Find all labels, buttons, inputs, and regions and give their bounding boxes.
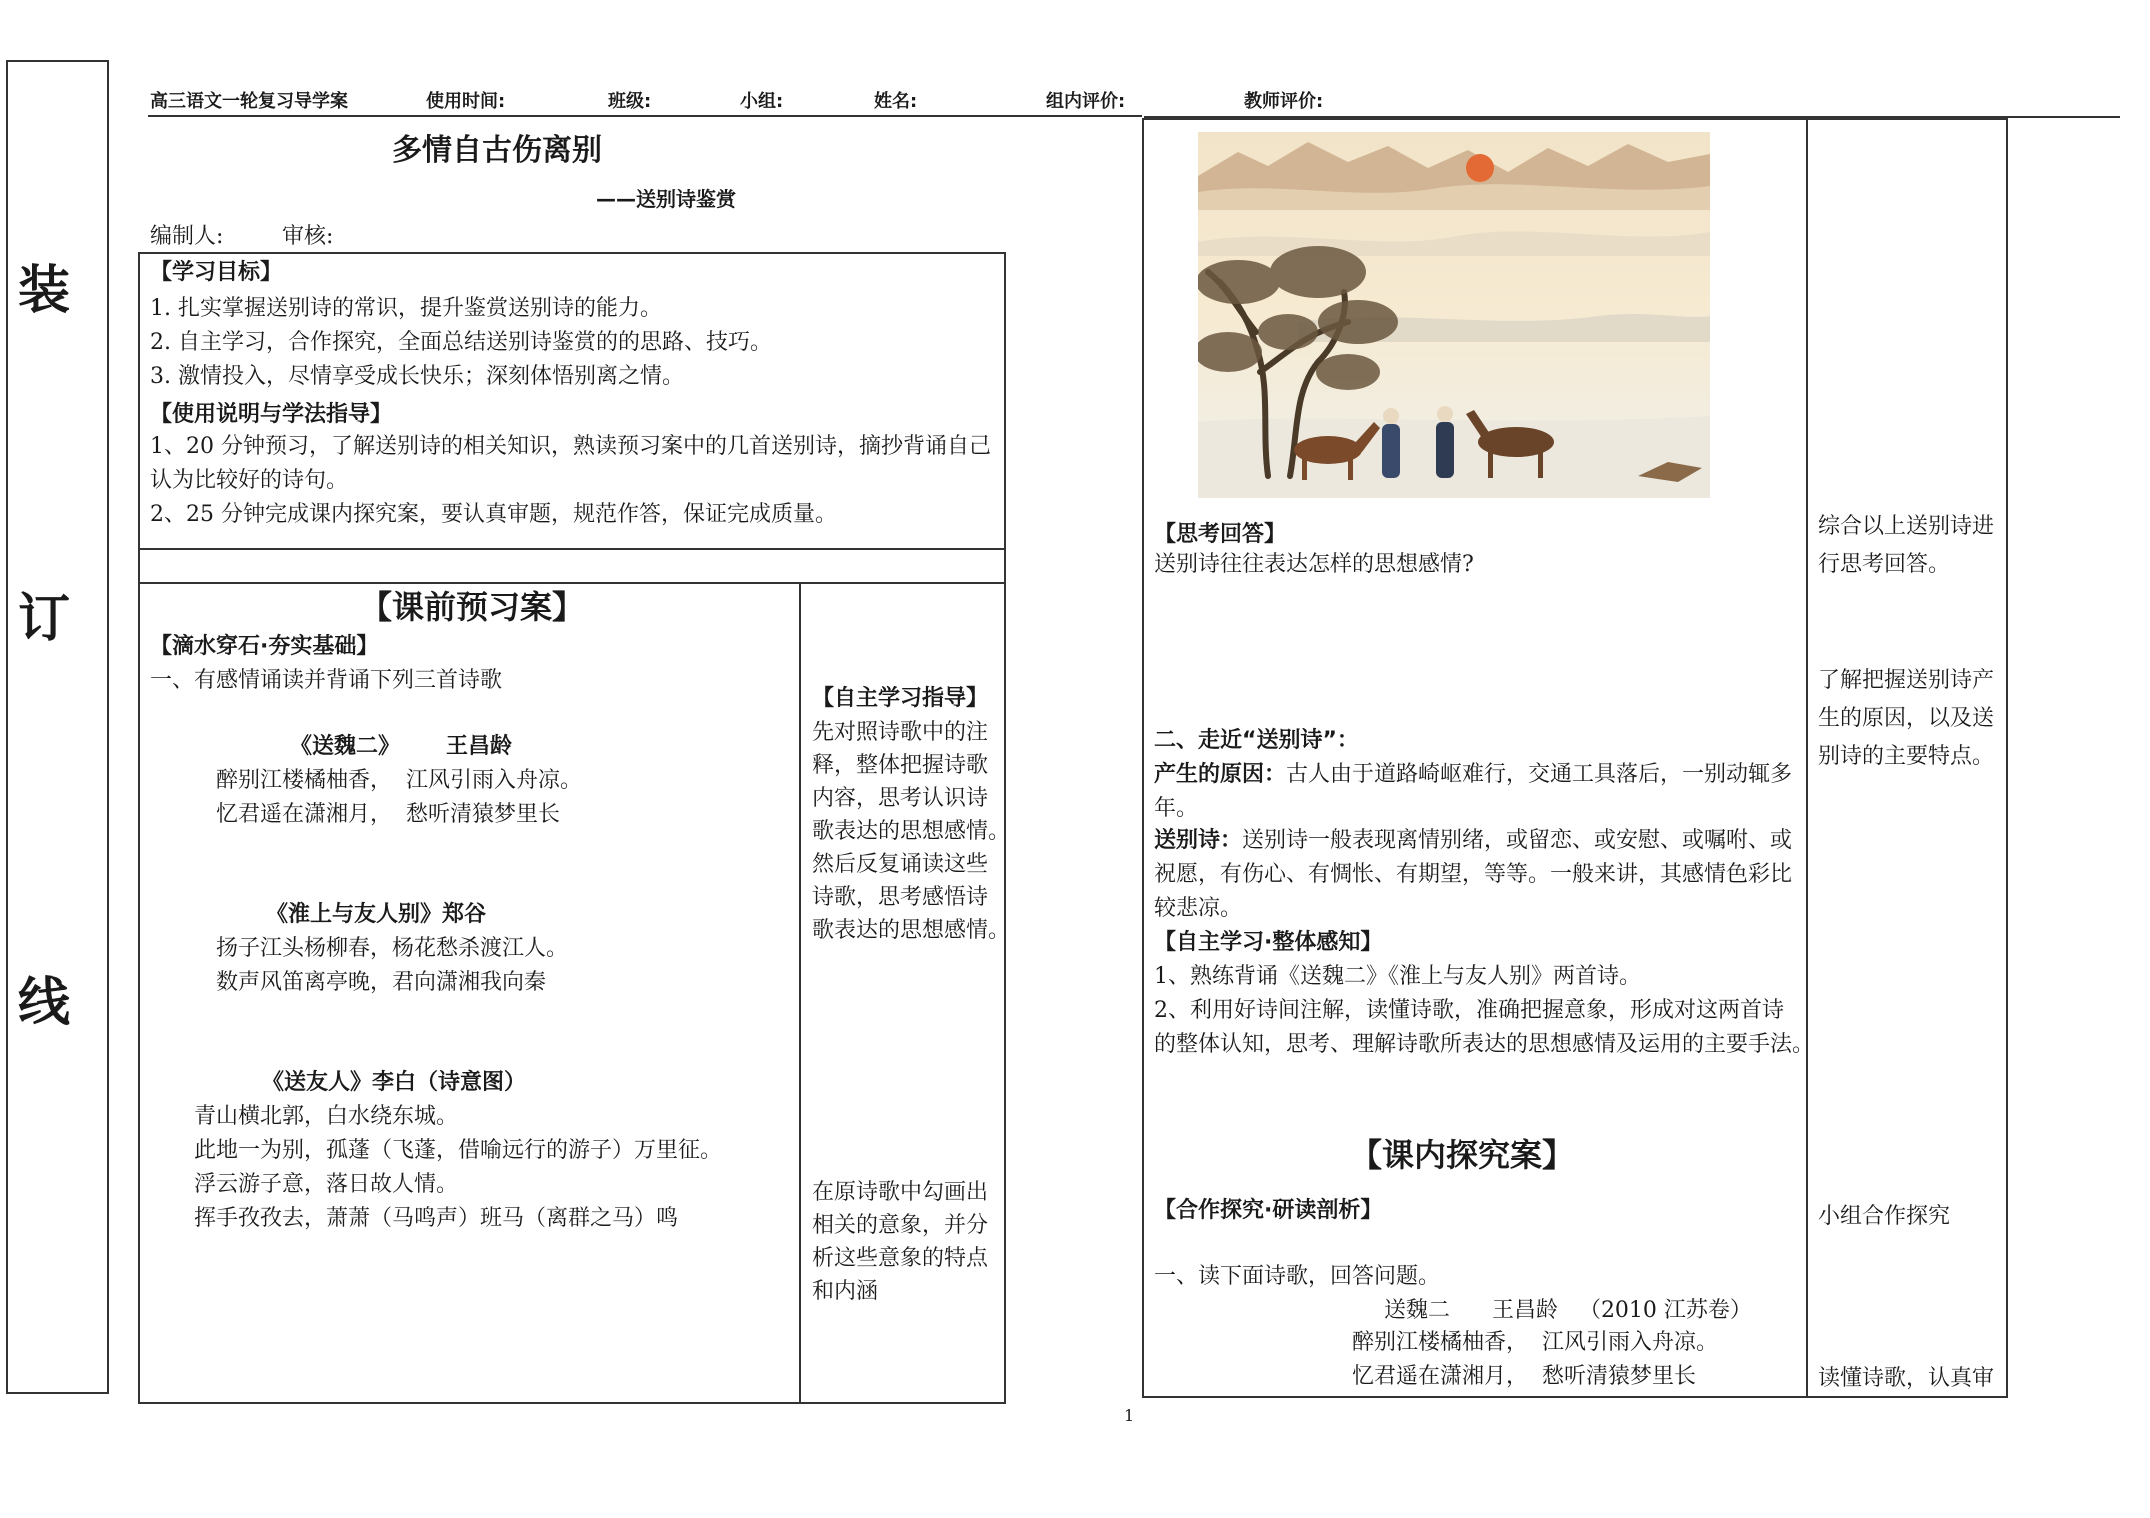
poem-title: 《送友人》李白（诗意图）	[262, 1070, 527, 1095]
binding-char-zhuang: 装	[18, 261, 71, 321]
side-note-line: 生的原因，以及送	[1818, 706, 1995, 731]
preview-title: 【课前预习案】	[360, 588, 585, 626]
header-teacher-eval: 教师评价:	[1244, 91, 1324, 112]
poem-title: 《送魏二》 王昌龄	[290, 734, 512, 759]
side-note-reason	[1818, 662, 1994, 776]
approach-heading: 二、走近“送别诗”：	[1154, 728, 1359, 753]
binding-char-xian: 线	[18, 973, 71, 1033]
poem-lines	[194, 1100, 722, 1236]
think-question: 送别诗往往表达怎样的思想感情?	[1154, 552, 1474, 577]
page-number: 1	[1124, 1406, 1135, 1425]
page-subtitle: ——送别诗鉴赏	[596, 187, 736, 211]
side-note-line: 综合以上送别诗进	[1818, 514, 1995, 539]
cooperation-heading: 【合作探究·研读剖析】	[1154, 1198, 1383, 1223]
reason-label: 产生的原因：	[1154, 762, 1287, 787]
right-column-divider	[1806, 118, 1808, 1398]
exam-poem-lines	[1352, 1326, 1718, 1394]
reason-paragraph	[1154, 758, 1792, 826]
side-note-read: 读懂诗歌，认真审	[1818, 1366, 1995, 1391]
header-group-eval: 组内评价:	[1046, 91, 1126, 112]
poem-line: 青山横北郭，白水绕东城。	[194, 1104, 459, 1129]
poem-line: 醉别江楼橘柚香， 江风引雨入舟凉。	[216, 768, 582, 793]
exam-poem-line: 醉别江楼橘柚香， 江风引雨入舟凉。	[1352, 1330, 1718, 1355]
binding-char-ding: 订	[18, 589, 71, 649]
header-name: 姓名:	[874, 91, 918, 112]
usage-item: 2、25 分钟完成课内探究案，要认真审题，规范作答，保证完成质量。	[150, 502, 837, 527]
header-use-time: 使用时间:	[426, 91, 506, 112]
guide-line: 相关的意象，并分	[812, 1213, 989, 1238]
poem-line: 挥手孜孜去，萧萧（马鸣声）班马（离群之马）鸣	[194, 1206, 679, 1231]
goals-heading: 【学习目标】	[150, 260, 283, 285]
guide-line: 先对照诗歌中的注	[812, 720, 989, 745]
preview-instruction: 一、有感情诵读并背诵下列三首诗歌	[150, 668, 503, 693]
side-note-line: 了解把握送别诗产	[1818, 668, 1995, 693]
poem-line: 此地一为别，孤蓬（飞蓬，借喻远行的游子）万里征。	[194, 1138, 723, 1163]
exam-poem-line: 忆君遥在潇湘月， 愁听清猿梦里长	[1352, 1364, 1696, 1389]
goal-item: 3. 激情投入，尽情享受成长快乐；深刻体悟别离之情。	[150, 364, 684, 389]
poem-def-text: 较悲凉。	[1154, 896, 1243, 921]
self-perception-heading: 【自主学习·整体感知】	[1154, 930, 1383, 955]
side-note-line: 行思考回答。	[1818, 552, 1951, 577]
header-doc-name: 高三语文一轮复习导学案	[150, 91, 348, 112]
header-group: 小组:	[740, 91, 784, 112]
editor-label: 编制人:	[150, 224, 224, 249]
self-study-guide-text	[812, 716, 1010, 947]
reason-text: 古人由于道路崎岖难行，交通工具落后，一别动辄多	[1286, 762, 1793, 787]
farewell-illustration	[1198, 132, 1710, 498]
explore-title: 【课内探究案】	[1350, 1136, 1575, 1174]
think-heading: 【思考回答】	[1154, 522, 1287, 547]
guide-line: 然后反复诵读这些	[812, 852, 989, 877]
usage-heading: 【使用说明与学法指导】	[150, 402, 393, 427]
guide-line: 诗歌，思考感悟诗	[812, 885, 989, 910]
question-1: 一、读下面诗歌，回答问题。	[1154, 1264, 1441, 1289]
preview-subheading: 【滴水穿石·夯实基础】	[150, 634, 379, 659]
self-item: 2、利用好诗间注解，读懂诗歌，准确把握意象，形成对这两首诗	[1154, 998, 1784, 1023]
spacer-strip	[138, 548, 1006, 584]
usage-item: 1、20 分钟预习，了解送别诗的相关知识，熟读预习案中的几首送别诗，摘抄背诵自己	[150, 434, 991, 459]
poem-line: 扬子江头杨柳春，杨花愁杀渡江人。	[216, 936, 569, 961]
poem-title: 《淮上与友人别》郑谷	[266, 902, 487, 927]
side-note-cooperation: 小组合作探究	[1818, 1204, 1951, 1229]
header-rule-left	[148, 115, 1142, 117]
poem-def-text: 祝愿，有伤心、有惆怅、有期望，等等。一般来讲，其感情色彩比	[1154, 862, 1793, 887]
poem-line: 忆君遥在潇湘月， 愁听清猿梦里长	[216, 802, 560, 827]
self-item: 1、熟练背诵《送魏二》《淮上与友人别》两首诗。	[1154, 964, 1641, 989]
guide-line: 在原诗歌中勾画出	[812, 1180, 989, 1205]
guide-line: 歌表达的思想感情。	[812, 918, 1011, 943]
poem-label: 送别诗：	[1154, 828, 1243, 853]
reviewer-label: 审核:	[282, 224, 334, 249]
side-note-line: 别诗的主要特点。	[1818, 744, 1995, 769]
poem-line: 数声风笛离亭晚，君向潇湘我向秦	[216, 970, 547, 995]
poem-definition-paragraph	[1154, 824, 1792, 926]
header-class: 班级:	[608, 91, 652, 112]
reason-text: 年。	[1154, 796, 1199, 821]
poem-lines	[216, 932, 568, 1000]
self-study-guide-heading: 【自主学习指导】	[812, 686, 989, 711]
usage-list	[150, 430, 991, 532]
goals-list	[150, 292, 772, 394]
goal-item: 2. 自主学习，合作探究，全面总结送别诗鉴赏的的思路、技巧。	[150, 330, 772, 355]
guide-line: 析这些意象的特点	[812, 1246, 989, 1271]
page-title: 多情自古伤离别	[392, 133, 602, 168]
exam-poem-title: 送魏二 王昌龄 （2010 江苏卷）	[1384, 1298, 1752, 1323]
usage-item: 认为比较好的诗句。	[150, 468, 349, 493]
side-note-think	[1818, 508, 1994, 584]
imagery-guide-text	[812, 1176, 988, 1308]
poem-def-text: 送别诗一般表现离情别绪，或留恋、或安慰、或嘱咐、或	[1242, 828, 1793, 853]
guide-line: 歌表达的思想感情。	[812, 819, 1011, 844]
poem-lines	[216, 764, 582, 832]
poem-line: 浮云游子意，落日故人情。	[194, 1172, 459, 1197]
doc-header	[150, 90, 2120, 114]
self-item: 的整体认知，思考、理解诗歌所表达的思想感情及运用的主要手法。	[1154, 1032, 1815, 1057]
goal-item: 1. 扎实掌握送别诗的常识，提升鉴赏送别诗的能力。	[150, 296, 662, 321]
preview-column-divider	[799, 582, 801, 1404]
self-perception-list	[1154, 960, 1814, 1062]
guide-line: 释，整体把握诗歌	[812, 753, 989, 778]
guide-line: 内容，思考认识诗	[812, 786, 989, 811]
guide-line: 和内涵	[812, 1279, 879, 1304]
